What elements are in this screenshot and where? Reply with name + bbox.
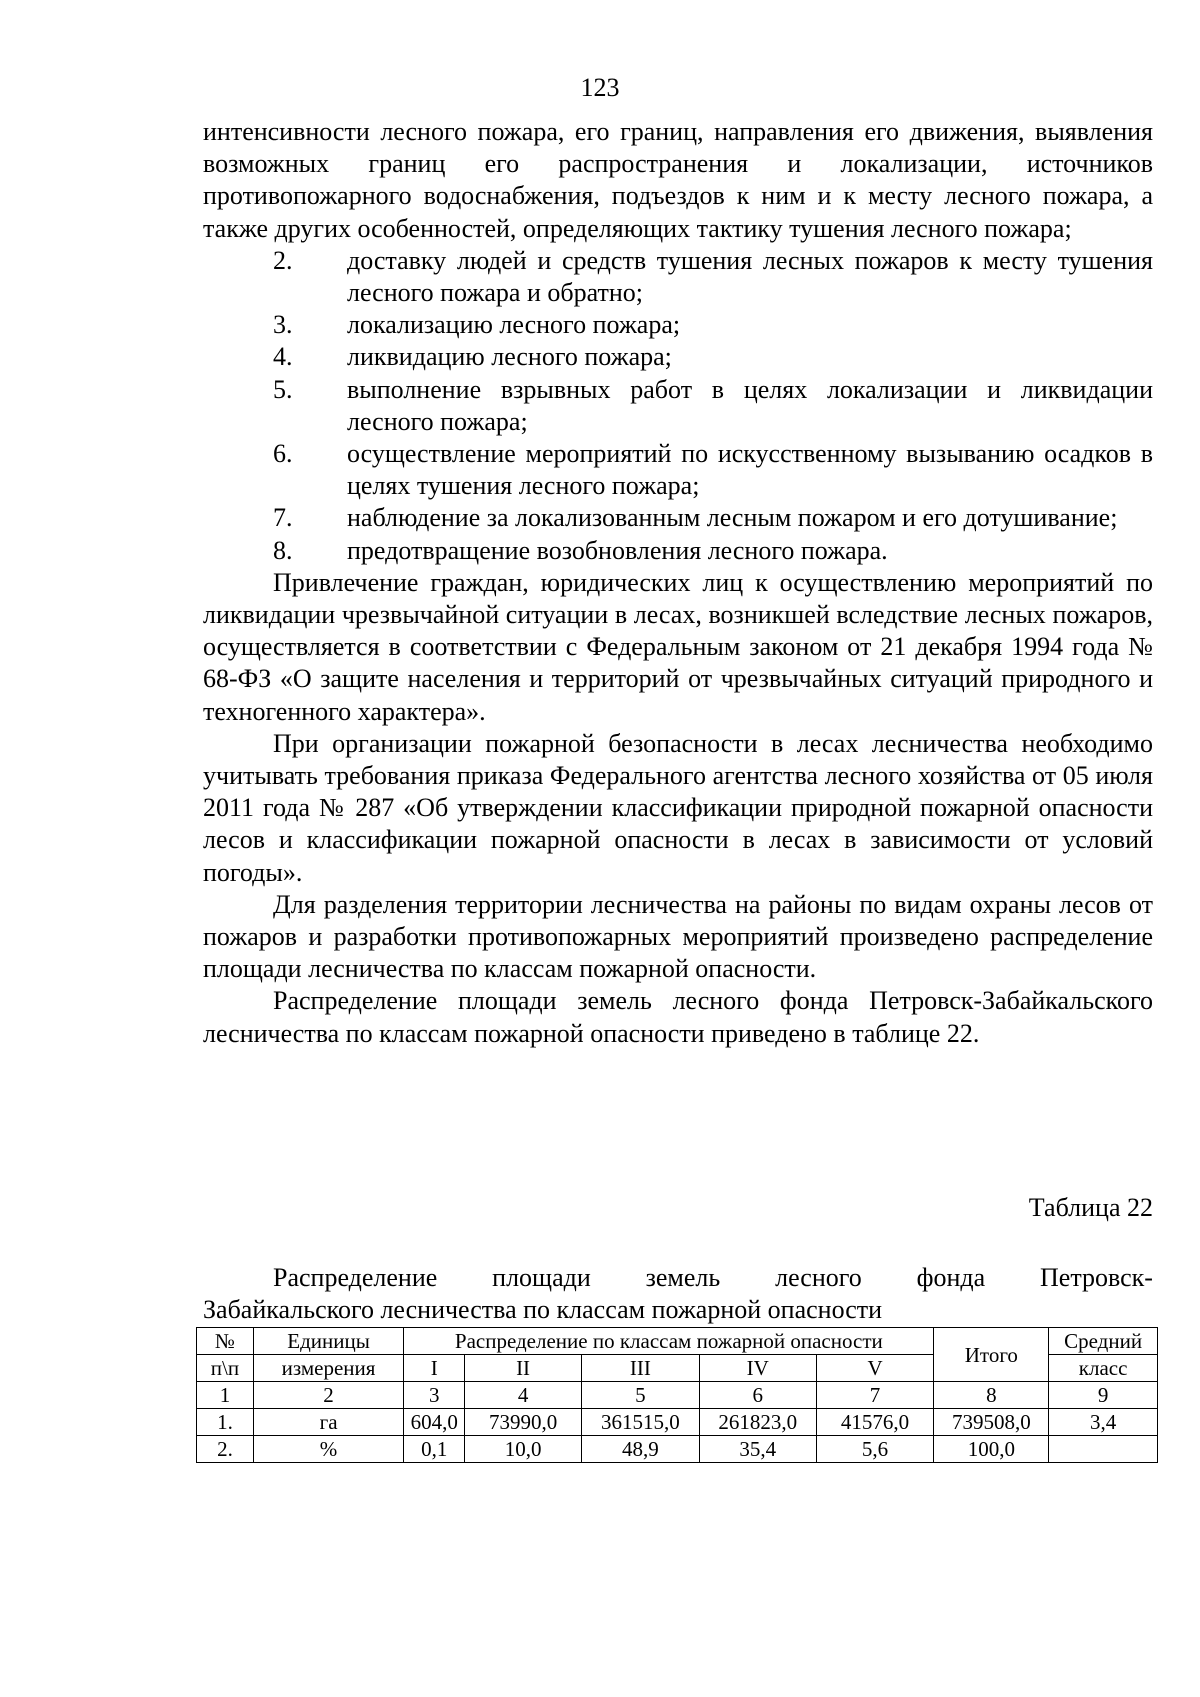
table-column-numbers-row [197,1382,1158,1409]
body-text [203,116,1153,1050]
table-cell: 2 [253,1382,403,1409]
paragraph: Привлечение граждан, юридических лиц к осуществлению мероприятий по ликвидации чрезвычайной ситуации в лесах, возникшей вследствие лесных пожаров, осуществляется в соответствии с Федеральным законом от 21 декабря 1994 года № 68-ФЗ «О защите населения и территорий от чрезвычайных ситуаций природного и техногенного характера». [203,567,1153,726]
caption-word: площади [492,1263,591,1292]
table-cell: % [253,1436,403,1463]
list-item-text: наблюдение за локализованным лесным пожаром и его дотушивание; [347,503,1118,533]
fire-danger-table [196,1327,1158,1463]
list-item-number: 6. [273,439,293,469]
list-item [203,438,1153,502]
table-cell: 1 [197,1382,254,1409]
table-cell: 41576,0 [816,1409,934,1436]
table-cell: 5,6 [816,1436,934,1463]
list-item-number: 5. [273,374,293,404]
table-cell: 604,0 [404,1409,465,1436]
header-class-i: I [404,1355,465,1382]
header-class-iv: IV [699,1355,816,1382]
table-cell: 48,9 [581,1436,699,1463]
page-number: 123 [580,73,620,102]
table-cell: 0,1 [404,1436,465,1463]
table-cell: 8 [934,1382,1049,1409]
table-cell: 7 [816,1382,934,1409]
table-cell: 4 [465,1382,582,1409]
table-cell: 739508,0 [934,1409,1049,1436]
table-row [197,1409,1158,1436]
list-item-text: ликвидацию лесного пожара; [347,342,672,372]
table-cell: 361515,0 [581,1409,699,1436]
paragraph-continuation: интенсивности лесного пожара, его границ, направления его движения, выявления возможных границ его распространения и локализации, источников противопожарного водоснабжения, подъездов к ним и к месту лесного пожара, а также других особенностей, определяющих тактику тушения лесного пожара; [203,117,1153,243]
list-item-text: предотвращение возобновления лесного пожара. [347,535,888,565]
header-units-sub: измерения [253,1355,403,1382]
caption-word: земель [645,1263,721,1292]
header-num: № [197,1328,254,1355]
table-cell: 6 [699,1382,816,1409]
header-total: Итого [934,1328,1049,1382]
table-cell: га [253,1409,403,1436]
table-cell: 3 [404,1382,465,1409]
list-item [203,341,1153,373]
header-avg-class-sub: класс [1049,1355,1158,1382]
list-item [203,245,1153,309]
table-cell: 10,0 [465,1436,582,1463]
paragraph: При организации пожарной безопасности в лесах лесничества необходимо учитывать требования приказа Федерального агентства лесного хозяйства от 05 июля 2011 года № 287 «Об утверждении классификации природной пожарной опасности лесов и классификации пожарной опасности в лесах в зависимости от условий погоды». [203,728,1153,887]
header-avg-class: Средний [1049,1328,1158,1355]
caption-word: Распределение [273,1263,438,1292]
paragraph: Распределение площади земель лесного фонда Петровск-Забайкальского лесничества по классам пожарной опасности приведено в таблице 22. [203,986,1153,1048]
table-cell: 100,0 [934,1436,1049,1463]
caption-word: фонда [916,1263,986,1292]
table-cell: 2. [197,1436,254,1463]
table-cell [1049,1436,1158,1463]
list-item-number: 7. [273,503,293,533]
list-item-number: 8. [273,535,293,565]
header-units: Единицы [253,1328,403,1355]
table-cell: 261823,0 [699,1409,816,1436]
list-item-number: 3. [273,310,293,340]
header-num-sub: п\п [197,1355,254,1382]
list-item-number: 2. [273,245,293,275]
list-item-text: выполнение взрывных работ в целях локализации и ликвидации лесного пожара; [347,374,1153,436]
table-cell: 35,4 [699,1436,816,1463]
list-item [203,309,1153,341]
list-item-text: осуществление мероприятий по искусственному вызыванию осадков в целях тушения лесного пожара; [347,439,1153,501]
table-cell: 9 [1049,1382,1158,1409]
caption-word: Петровск- [1040,1263,1153,1292]
table-cell: 3,4 [1049,1409,1158,1436]
table-cell: 73990,0 [465,1409,582,1436]
table-header-row [197,1328,1158,1355]
list-item [203,502,1153,534]
list-item [203,374,1153,438]
header-class-iii: III [581,1355,699,1382]
list-item [203,535,1153,567]
table-label: Таблица 22 [1028,1193,1153,1222]
table-caption [203,1262,1153,1326]
header-distribution: Распределение по классам пожарной опасности [404,1328,934,1355]
table-caption-line: Забайкальского лесничества по классам пожарной опасности [203,1295,883,1324]
list-item-text: доставку людей и средств тушения лесных пожаров к месту тушения лесного пожара и обратно; [347,245,1153,308]
caption-word: лесного [775,1263,862,1292]
header-class-v: V [816,1355,934,1382]
list-item-number: 4. [273,342,293,372]
list-item-text: локализацию лесного пожара; [347,310,681,340]
table-caption-line [203,1262,1153,1294]
table-cell: 1. [197,1409,254,1436]
table-cell: 5 [581,1382,699,1409]
paragraph: Для разделения территории лесничества на районы по видам охраны лесов от пожаров и разработки противопожарных мероприятий произведено распределение площади лесничества по классам пожарной опасности. [203,889,1153,984]
table-row [197,1436,1158,1463]
header-class-ii: II [465,1355,582,1382]
